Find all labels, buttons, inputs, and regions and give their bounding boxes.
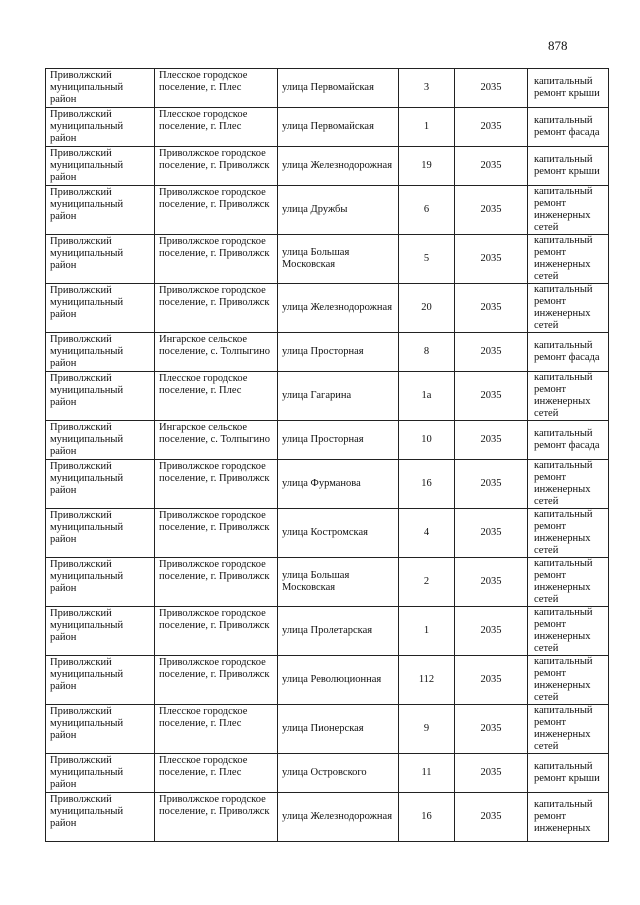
table-row (46, 284, 609, 333)
cell-settlement: Приволжское городское поселение, г. Приволжск (155, 793, 278, 842)
cell-district: Приволжский муниципальный район (46, 558, 155, 607)
cell-year: 2035 (455, 460, 528, 509)
table-row (46, 372, 609, 421)
cell-work: капитальный ремонт инженерных сетей (528, 235, 609, 284)
repair-schedule-table (45, 68, 609, 842)
cell-street: улица Просторная (278, 421, 399, 460)
cell-work: капитальный ремонт крыши (528, 754, 609, 793)
table-row (46, 186, 609, 235)
table-row (46, 333, 609, 372)
cell-house: 1а (399, 372, 455, 421)
cell-work: капитальный ремонт крыши (528, 147, 609, 186)
cell-street: улица Железнодорожная (278, 284, 399, 333)
cell-settlement: Приволжское городское поселение, г. Приволжск (155, 147, 278, 186)
cell-street: улица Пионерская (278, 705, 399, 754)
cell-work: капитальный ремонт фасада (528, 108, 609, 147)
cell-house: 16 (399, 460, 455, 509)
table-row (46, 656, 609, 705)
cell-house: 11 (399, 754, 455, 793)
cell-settlement: Ингарское сельское поселение, с. Толпыгино (155, 421, 278, 460)
cell-house: 9 (399, 705, 455, 754)
cell-street: улица Просторная (278, 333, 399, 372)
cell-year: 2035 (455, 333, 528, 372)
cell-settlement: Плесское городское поселение, г. Плес (155, 372, 278, 421)
cell-house: 16 (399, 793, 455, 842)
cell-work: капитальный ремонт инженерных (528, 793, 609, 842)
cell-street: улица Большая Московская (278, 235, 399, 284)
cell-district: Приволжский муниципальный район (46, 509, 155, 558)
cell-district: Приволжский муниципальный район (46, 147, 155, 186)
table-row (46, 793, 609, 842)
cell-year: 2035 (455, 186, 528, 235)
cell-street: улица Первомайская (278, 69, 399, 108)
cell-street: улица Островского (278, 754, 399, 793)
cell-work: капитальный ремонт инженерных сетей (528, 509, 609, 558)
cell-district: Приволжский муниципальный район (46, 607, 155, 656)
page-number: 878 (548, 38, 568, 53)
cell-house: 10 (399, 421, 455, 460)
table-row (46, 421, 609, 460)
table-row (46, 705, 609, 754)
cell-house: 8 (399, 333, 455, 372)
table-row (46, 460, 609, 509)
cell-street: улица Гагарина (278, 372, 399, 421)
cell-street: улица Первомайская (278, 108, 399, 147)
cell-street: улица Железнодорожная (278, 793, 399, 842)
cell-settlement: Ингарское сельское поселение, с. Толпыгино (155, 333, 278, 372)
cell-year: 2035 (455, 705, 528, 754)
cell-year: 2035 (455, 372, 528, 421)
cell-work: капитальный ремонт инженерных сетей (528, 284, 609, 333)
cell-street: улица Фурманова (278, 460, 399, 509)
cell-district: Приволжский муниципальный район (46, 754, 155, 793)
cell-settlement: Приволжское городское поселение, г. Приволжск (155, 235, 278, 284)
cell-settlement: Плесское городское поселение, г. Плес (155, 69, 278, 108)
cell-settlement: Приволжское городское поселение, г. Приволжск (155, 460, 278, 509)
cell-work: капитальный ремонт инженерных сетей (528, 607, 609, 656)
cell-district: Приволжский муниципальный район (46, 284, 155, 333)
cell-year: 2035 (455, 421, 528, 460)
cell-year: 2035 (455, 235, 528, 284)
cell-work: капитальный ремонт фасада (528, 421, 609, 460)
cell-street: улица Костромская (278, 509, 399, 558)
cell-work: капитальный ремонт инженерных сетей (528, 705, 609, 754)
cell-settlement: Приволжское городское поселение, г. Приволжск (155, 656, 278, 705)
cell-work: капитальный ремонт инженерных сетей (528, 558, 609, 607)
cell-house: 6 (399, 186, 455, 235)
cell-district: Приволжский муниципальный район (46, 656, 155, 705)
table-row (46, 558, 609, 607)
cell-year: 2035 (455, 284, 528, 333)
cell-street: улица Революционная (278, 656, 399, 705)
cell-year: 2035 (455, 656, 528, 705)
cell-work: капитальный ремонт инженерных сетей (528, 372, 609, 421)
cell-settlement: Плесское городское поселение, г. Плес (155, 108, 278, 147)
cell-street: улица Дружбы (278, 186, 399, 235)
cell-street: улица Большая Московская (278, 558, 399, 607)
cell-district: Приволжский муниципальный район (46, 235, 155, 284)
cell-district: Приволжский муниципальный район (46, 108, 155, 147)
table-row (46, 108, 609, 147)
cell-settlement: Приволжское городское поселение, г. Приволжск (155, 509, 278, 558)
cell-year: 2035 (455, 108, 528, 147)
table-row (46, 509, 609, 558)
cell-house: 19 (399, 147, 455, 186)
cell-settlement: Плесское городское поселение, г. Плес (155, 705, 278, 754)
cell-work: капитальный ремонт инженерных сетей (528, 460, 609, 509)
table-row (46, 754, 609, 793)
cell-house: 4 (399, 509, 455, 558)
cell-year: 2035 (455, 793, 528, 842)
cell-district: Приволжский муниципальный район (46, 333, 155, 372)
cell-district: Приволжский муниципальный район (46, 793, 155, 842)
cell-house: 5 (399, 235, 455, 284)
table-row (46, 235, 609, 284)
cell-district: Приволжский муниципальный район (46, 186, 155, 235)
cell-year: 2035 (455, 69, 528, 108)
cell-year: 2035 (455, 754, 528, 793)
cell-work: капитальный ремонт крыши (528, 69, 609, 108)
table-row (46, 607, 609, 656)
cell-settlement: Приволжское городское поселение, г. Приволжск (155, 186, 278, 235)
cell-work: капитальный ремонт инженерных сетей (528, 656, 609, 705)
cell-street: улица Пролетарская (278, 607, 399, 656)
cell-year: 2035 (455, 558, 528, 607)
cell-house: 1 (399, 108, 455, 147)
cell-year: 2035 (455, 509, 528, 558)
cell-house: 1 (399, 607, 455, 656)
cell-year: 2035 (455, 147, 528, 186)
cell-settlement: Приволжское городское поселение, г. Приволжск (155, 558, 278, 607)
cell-district: Приволжский муниципальный район (46, 372, 155, 421)
cell-district: Приволжский муниципальный район (46, 460, 155, 509)
cell-settlement: Приволжское городское поселение, г. Приволжск (155, 607, 278, 656)
cell-house: 20 (399, 284, 455, 333)
cell-settlement: Приволжское городское поселение, г. Приволжск (155, 284, 278, 333)
cell-house: 112 (399, 656, 455, 705)
cell-district: Приволжский муниципальный район (46, 69, 155, 108)
cell-year: 2035 (455, 607, 528, 656)
cell-house: 3 (399, 69, 455, 108)
cell-street: улица Железнодорожная (278, 147, 399, 186)
cell-district: Приволжский муниципальный район (46, 705, 155, 754)
cell-work: капитальный ремонт фасада (528, 333, 609, 372)
cell-settlement: Плесское городское поселение, г. Плес (155, 754, 278, 793)
table-row (46, 147, 609, 186)
cell-house: 2 (399, 558, 455, 607)
table-row (46, 69, 609, 108)
cell-work: капитальный ремонт инженерных сетей (528, 186, 609, 235)
cell-district: Приволжский муниципальный район (46, 421, 155, 460)
